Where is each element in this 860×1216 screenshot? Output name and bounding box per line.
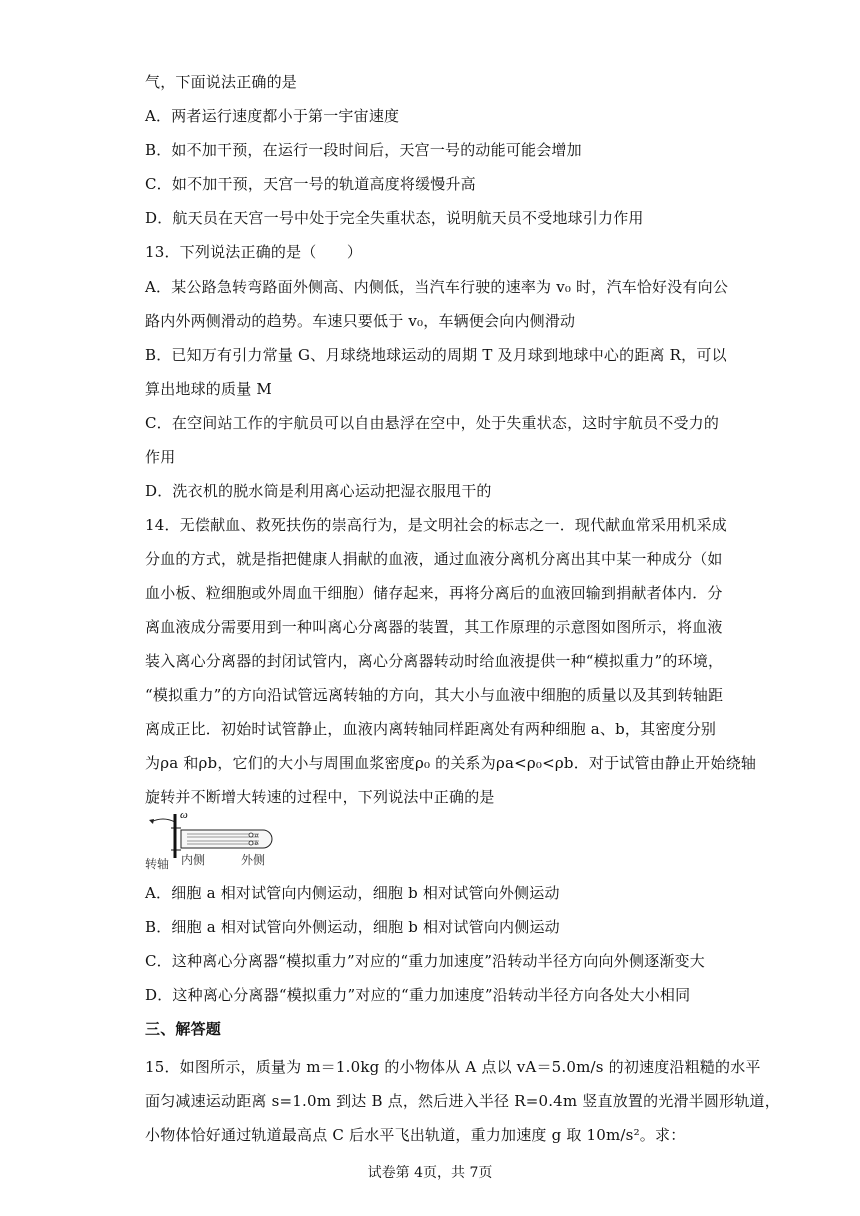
question-14-text: 离成正比．初始时试管静止，血液内离转轴同样距离处有两种细胞 a、b，其密度分别: [145, 720, 717, 738]
cell-a: [249, 833, 253, 837]
cell-a-label: a: [255, 833, 258, 839]
arrow-head-icon: [149, 819, 154, 824]
question-14-text: 分血的方式，就是指把健康人捐献的血液，通过血液分离机分离出其中某一种成分（如: [145, 550, 723, 568]
option-b: B．已知万有引力常量 G、月球绕地球运动的周期 T 及月球到地球中心的距离 R，可以: [145, 346, 727, 364]
question-13-stem: 13．下列说法正确的是（ ）: [145, 243, 363, 261]
question-14-text: 装入离心分离器的封闭试管内，离心分离器转动时给血液提供一种“模拟重力”的环境，: [145, 652, 724, 670]
option-c: C．在空间站工作的宇航员可以自由悬浮在空中，处于失重状态，这时宇航员不受力的: [145, 414, 720, 432]
option-c-cont: 作用: [145, 448, 176, 466]
section-heading: 三、解答题: [145, 1020, 222, 1038]
question-14-text: “模拟重力”的方向沿试管远离转轴的方向，其大小与血液中细胞的质量以及其到转轴距: [145, 686, 724, 704]
page-footer: 试卷第 4页，共 7页: [367, 1165, 493, 1181]
option-d: D．航天员在天宫一号中处于完全失重状态，说明航天员不受地球引力作用: [145, 209, 644, 227]
question-15-stem: 15．如图所示，质量为 m＝1.0kg 的小物体从 A 点以 vA＝5.0m/s 的初速度沿粗糙的水平: [145, 1058, 761, 1076]
outer-side-label: 外侧: [241, 853, 266, 867]
option-b: B．细胞 a 相对试管向外侧运动，细胞 b 相对试管向内侧运动: [145, 918, 560, 936]
option-a: A．两者运行速度都小于第一宇宙速度: [145, 107, 400, 125]
question-14-text: 旋转并不断增大转速的过程中，下列说法中正确的是: [145, 788, 495, 806]
option-b: B．如不加干预，在运行一段时间后，天宫一号的动能可能会增加: [145, 141, 582, 159]
centrifuge-figure: [145, 808, 285, 870]
question-15-text: 小物体恰好通过轨道最高点 C 后水平飞出轨道，重力加速度 g 取 10m/s²。求：: [145, 1126, 686, 1144]
question-14-text: 离血液成分需要用到一种叫离心分离器的装置，其工作原理的示意图如图所示，将血液: [145, 618, 723, 636]
inner-side-label: 内侧: [181, 853, 206, 867]
option-c: C．如不加干预，天宫一号的轨道高度将缓慢升高: [145, 175, 476, 193]
question-15-text: 面匀减速运动距离 s=1.0m 到达 B 点，然后进入半径 R=0.4m 竖直放置的光滑半圆形轨道，: [145, 1092, 780, 1110]
cell-b-label: b: [255, 841, 258, 847]
test-tube: [181, 830, 272, 848]
centrifuge-diagram: [145, 808, 285, 870]
question-14-text: 血小板、粒细胞或外周血干细胞）储存起来，再将分离后的血液回输到捐献者体内．分: [145, 584, 723, 602]
option-a: A．某公路急转弯路面外侧高、内侧低，当汽车行驶的速率为 v₀ 时，汽车恰好没有向公: [145, 278, 729, 296]
rotation-arrow-icon: [151, 819, 175, 822]
question-14-text: 为ρa 和ρb，它们的大小与周围血浆密度ρ₀ 的关系为ρa<ρ₀<ρb．对于试管由静止开始绕轴: [145, 754, 757, 772]
option-d: D．洗衣机的脱水筒是利用离心运动把湿衣服甩干的: [145, 482, 492, 500]
omega-label: ω: [180, 809, 188, 821]
option-b-cont: 算出地球的质量 M: [145, 380, 272, 398]
option-c: C．这种离心分离器“模拟重力”对应的“重力加速度”沿转动半径方向向外侧逐渐变大: [145, 952, 705, 970]
option-a-cont: 路内外两侧滑动的趋势。车速只要低于 v₀，车辆便会向内侧滑动: [145, 312, 576, 330]
option-d: D．这种离心分离器“模拟重力”对应的“重力加速度”沿转动半径方向各处大小相同: [145, 986, 691, 1004]
text-line: 气，下面说法正确的是: [145, 73, 298, 91]
axis-label: 转轴: [145, 857, 170, 870]
option-a: A．细胞 a 相对试管向内侧运动，细胞 b 相对试管向外侧运动: [145, 884, 560, 902]
cell-b: [249, 841, 253, 845]
question-14-stem: 14．无偿献血、救死扶伤的崇高行为，是文明社会的标志之一．现代献血常采用机采成: [145, 516, 727, 534]
